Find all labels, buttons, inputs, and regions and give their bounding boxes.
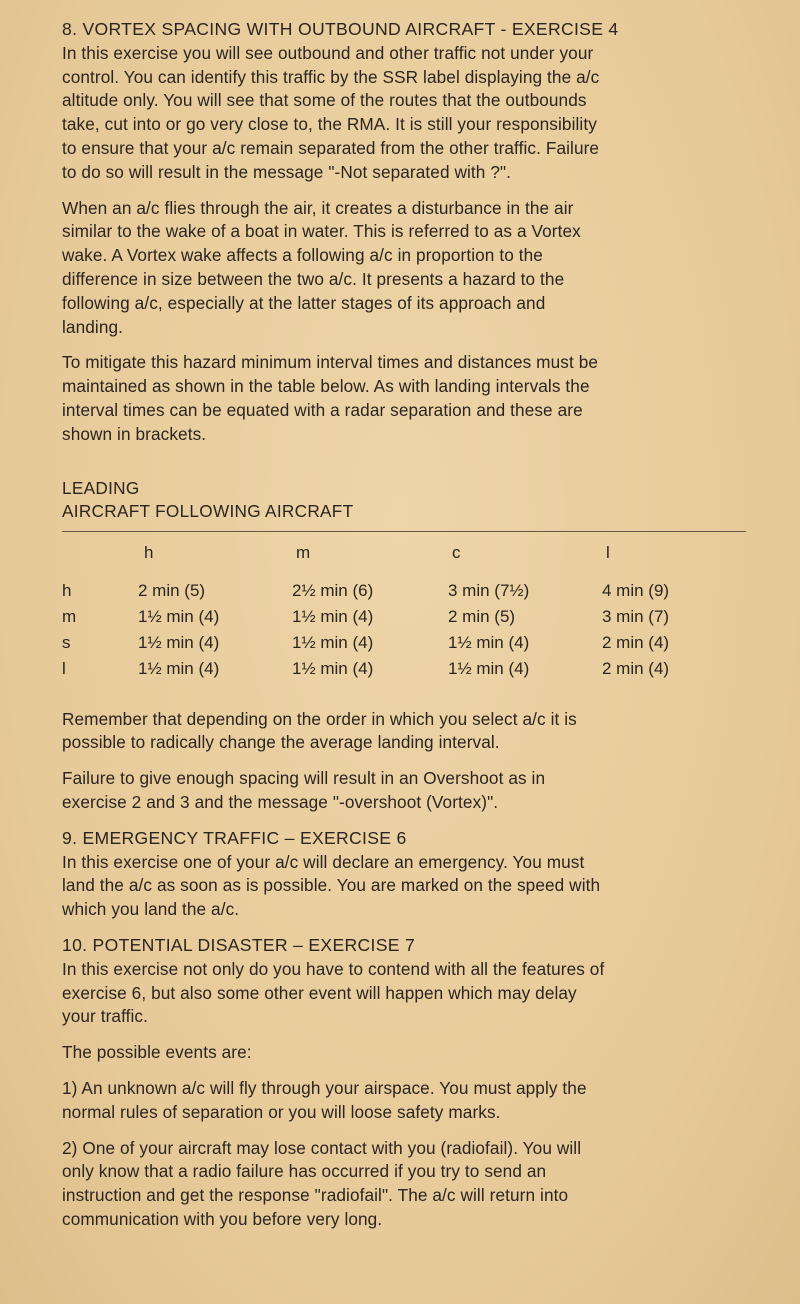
text-line: possible to radically change the average landing interval. xyxy=(62,732,500,753)
text-line: wake. A Vortex wake affects a following a/c in proportion to the xyxy=(62,245,543,266)
section-8-paragraph-3 xyxy=(62,351,762,446)
text-line: normal rules of separation or you will loose safety marks. xyxy=(62,1101,501,1122)
text-line: To mitigate this hazard minimum interval times and distances must be xyxy=(62,352,599,373)
table-header-cell: l xyxy=(606,542,610,562)
text-line: take, cut into or go very close to, the RMA. It is still your responsibility xyxy=(62,114,597,135)
table-header-row xyxy=(62,536,756,570)
table-cell: 4 min (9) xyxy=(602,580,670,600)
table-cell: 2 min (5) xyxy=(448,606,516,626)
table-row-label: h xyxy=(62,580,72,600)
table-cell: 1½ min (4) xyxy=(292,606,374,626)
table-header-cell: h xyxy=(144,542,154,562)
table-row xyxy=(62,630,756,656)
text-line: communication with you before very long. xyxy=(62,1208,383,1229)
table-cell: 2 min (4) xyxy=(602,658,670,678)
table-cell: 1½ min (4) xyxy=(138,658,220,678)
table-header-cell: c xyxy=(452,542,461,562)
text-line: following a/c, especially at the latter stages of its approach and xyxy=(62,292,546,313)
table-header-cell: m xyxy=(296,542,311,562)
table-title-line: LEADING xyxy=(62,477,140,498)
text-line: Remember that depending on the order in which you select a/c it is xyxy=(62,708,577,729)
text-line: difference in size between the two a/c. It presents a hazard to the xyxy=(62,268,565,289)
text-line: which you land the a/c. xyxy=(62,899,240,920)
section-10-paragraph-1 xyxy=(62,958,762,1029)
text-line: instruction and get the response "radiofail". The a/c will return into xyxy=(62,1185,569,1206)
table-row xyxy=(62,656,756,682)
text-line: your traffic. xyxy=(62,1006,148,1027)
section-8-heading: 8. VORTEX SPACING WITH OUTBOUND AIRCRAFT - EXERCISE 4 xyxy=(62,19,619,39)
section-10-paragraph-2 xyxy=(62,1041,762,1065)
table-cell: 2½ min (6) xyxy=(292,580,374,600)
table-row-label: s xyxy=(62,632,71,652)
table-cell: 3 min (7) xyxy=(602,606,670,626)
table-row xyxy=(62,604,756,630)
text-line: The possible events are: xyxy=(62,1042,252,1063)
table-cell: 3 min (7½) xyxy=(448,580,530,600)
text-line: only know that a radio failure has occurred if you try to send an xyxy=(62,1161,547,1182)
table-cell: 2 min (4) xyxy=(602,632,670,652)
table-title xyxy=(62,477,762,523)
text-line: similar to the wake of a boat in water. This is referred to as a Vortex xyxy=(62,221,581,242)
text-line: interval times can be equated with a radar separation and these are xyxy=(62,399,583,420)
table-cell: 1½ min (4) xyxy=(138,632,220,652)
table-row-label: l xyxy=(62,658,66,678)
text-line: In this exercise one of your a/c will declare an emergency. You must xyxy=(62,851,585,872)
section-9-heading: 9. EMERGENCY TRAFFIC – EXERCISE 6 xyxy=(62,827,407,848)
text-line: landing. xyxy=(62,316,124,337)
section-8-paragraph-5 xyxy=(62,767,762,815)
text-line: In this exercise you will see outbound and other traffic not under your xyxy=(62,42,594,63)
section-8-paragraph-1 xyxy=(62,42,762,185)
text-line: 2) One of your aircraft may lose contact with you (radiofail). You will xyxy=(62,1137,582,1158)
section-8-paragraph-2 xyxy=(62,197,762,340)
text-line: control. You can identify this traffic by the SSR label displaying the a/c xyxy=(62,66,600,87)
text-line: maintained as shown in the table below. As with landing intervals the xyxy=(62,376,590,397)
table-cell: 2 min (5) xyxy=(138,580,206,600)
section-9-paragraph-1 xyxy=(62,851,762,922)
table-row-label: m xyxy=(62,606,77,626)
text-line: shown in brackets. xyxy=(62,423,207,444)
table-header-cell xyxy=(62,536,138,570)
table-divider xyxy=(62,531,746,532)
section-8-paragraph-4 xyxy=(62,708,762,756)
text-line: Failure to give enough spacing will result in an Overshoot as in xyxy=(62,768,546,789)
event-1 xyxy=(62,1077,762,1125)
event-2 xyxy=(62,1137,762,1232)
table-title-line: AIRCRAFT FOLLOWING AIRCRAFT xyxy=(62,500,354,521)
table-cell: 1½ min (4) xyxy=(448,658,530,678)
text-line: exercise 6, but also some other event will happen which may delay xyxy=(62,982,577,1003)
text-line: exercise 2 and 3 and the message "-overshoot (Vortex)". xyxy=(62,791,499,812)
section-10-heading: 10. POTENTIAL DISASTER – EXERCISE 7 xyxy=(62,934,416,955)
text-line: 1) An unknown a/c will fly through your airspace. You must apply the xyxy=(62,1077,587,1098)
text-line: to ensure that your a/c remain separated from the other traffic. Failure xyxy=(62,137,600,158)
text-line: When an a/c flies through the air, it creates a disturbance in the air xyxy=(62,197,574,218)
vortex-spacing-table xyxy=(62,536,756,682)
text-line: In this exercise not only do you have to contend with all the features of xyxy=(62,958,605,979)
text-line: to do so will result in the message "-Not separated with ?". xyxy=(62,161,512,182)
manual-page xyxy=(62,18,762,1244)
text-line: land the a/c as soon as is possible. You are marked on the speed with xyxy=(62,875,601,896)
table-row xyxy=(62,570,756,604)
table-cell: 1½ min (4) xyxy=(138,606,220,626)
text-line: altitude only. You will see that some of the routes that the outbounds xyxy=(62,90,587,111)
table-cell: 1½ min (4) xyxy=(292,632,374,652)
table-cell: 1½ min (4) xyxy=(292,658,374,678)
table-cell: 1½ min (4) xyxy=(448,632,530,652)
